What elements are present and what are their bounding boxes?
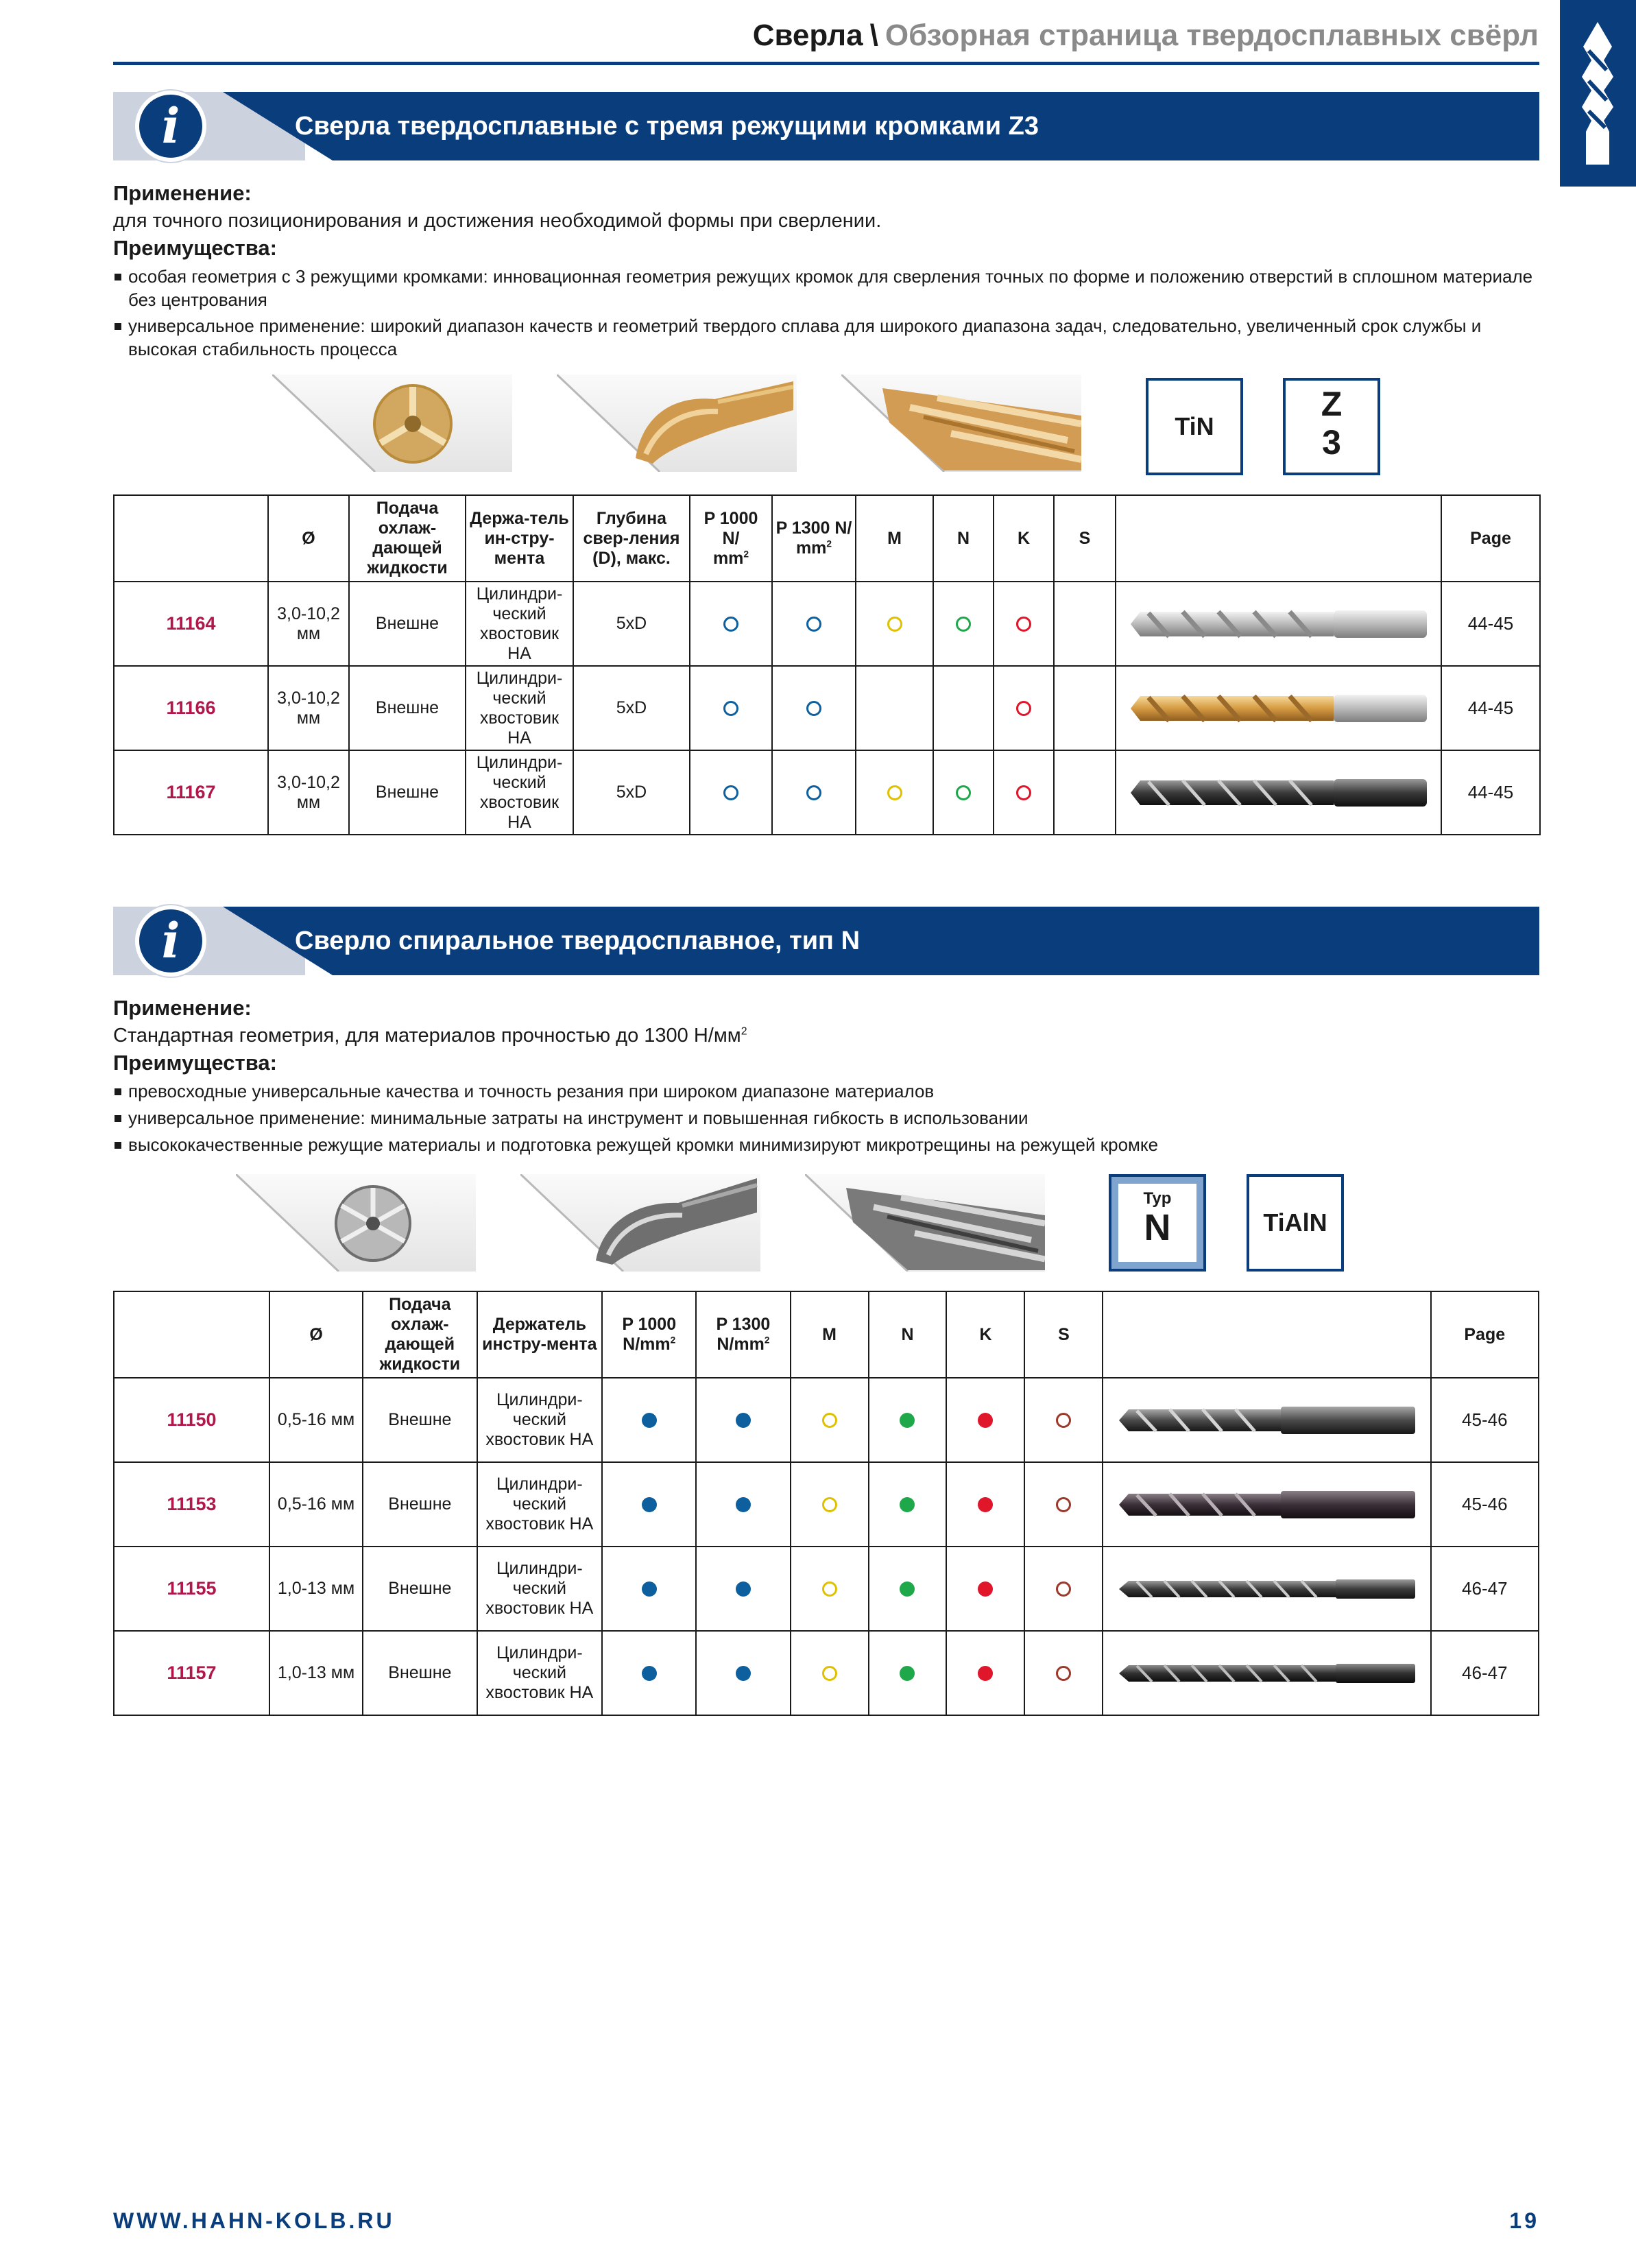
drill-head-image: [520, 1174, 760, 1272]
recommended-filled-marker: [978, 1413, 993, 1428]
recommended-filled-marker: [900, 1666, 915, 1681]
diameter-cell: 1,0-13 мм: [269, 1547, 363, 1631]
suitable-outline-marker: [822, 1413, 837, 1428]
coolant-cell: Внешне: [349, 582, 466, 666]
drill-tip-image: [236, 1174, 476, 1272]
drill-bit-image: [1128, 691, 1430, 726]
table-row: [114, 1547, 1539, 1631]
info-icon: i: [135, 905, 206, 977]
p1000-cell: [602, 1547, 696, 1631]
p1000-cell: [690, 750, 772, 835]
recommended-filled-marker: [642, 1581, 657, 1597]
article-link[interactable]: 11166: [114, 666, 268, 750]
section2-table: [113, 1291, 1539, 1716]
article-link[interactable]: 11150: [114, 1378, 269, 1462]
recommended-filled-marker: [978, 1581, 993, 1597]
table-header-row: [114, 1291, 1539, 1378]
drill-image-cell: [1103, 1462, 1430, 1547]
application-text: Стандартная геометрия, для материалов прочностью до 1300 $Н/мм^2$: [113, 1025, 747, 1047]
depth-cell: 5xD: [573, 750, 690, 835]
m-cell: [791, 1462, 869, 1547]
recommended-filled-marker: [900, 1497, 915, 1512]
article-link[interactable]: 11164: [114, 582, 268, 666]
recommended-filled-marker: [642, 1497, 657, 1512]
holder-cell: Цилиндри-ческий хвостовик HA: [477, 1378, 603, 1462]
table-row: [114, 582, 1540, 666]
article-link[interactable]: 11155: [114, 1547, 269, 1631]
column-header-m: M: [791, 1291, 869, 1378]
m-cell: [791, 1378, 869, 1462]
column-header-m: M: [856, 495, 933, 582]
recommended-filled-marker: [642, 1666, 657, 1681]
recommended-filled-marker: [736, 1497, 751, 1512]
coolant-cell: Внешне: [363, 1547, 477, 1631]
suitable-outline-marker: [1056, 1666, 1071, 1681]
k-cell: [946, 1462, 1024, 1547]
holder-cell: Цилиндри-ческий хвостовик HA: [477, 1631, 603, 1715]
drill-image-cell: [1103, 1631, 1430, 1715]
column-header-coolant: Подача охлаж-дающей жидкости: [349, 495, 466, 582]
column-header-s: S: [1054, 495, 1116, 582]
coolant-cell: Внешне: [363, 1378, 477, 1462]
m-cell: [791, 1631, 869, 1715]
p1300-cell: [696, 1631, 790, 1715]
k-cell: [994, 750, 1054, 835]
n-cell: [933, 582, 994, 666]
article-link[interactable]: 11153: [114, 1462, 269, 1547]
suitable-outline-marker: [1016, 785, 1031, 800]
application-label: Применение:: [113, 996, 252, 1020]
footer-website-link[interactable]: WWW.HAHN-KOLB.RU: [113, 2208, 395, 2233]
depth-cell: 5xD: [573, 582, 690, 666]
depth-cell: 5xD: [573, 666, 690, 750]
suitable-outline-marker: [956, 617, 971, 632]
column-header-p1300: P 1300 $N/mm^2$: [696, 1291, 790, 1378]
drill-image-cell: [1116, 582, 1441, 666]
section2-title: Сверло спиральное твердосплавное, тип N: [295, 927, 861, 955]
p1000-cell: [602, 1462, 696, 1547]
suitable-outline-marker: [956, 785, 971, 800]
drill-flute-image: [841, 374, 1081, 472]
p1300-cell: [696, 1378, 790, 1462]
drill-image-cell: [1103, 1378, 1430, 1462]
p1300-cell: [696, 1547, 790, 1631]
drill-bit-image: [1128, 606, 1430, 642]
suitable-outline-marker: [806, 617, 821, 632]
header-rule: [113, 62, 1539, 65]
column-header-n: N: [869, 1291, 947, 1378]
column-header-image: [1116, 495, 1441, 582]
recommended-filled-marker: [736, 1581, 751, 1597]
badge-z-letter: Z: [1321, 385, 1343, 423]
suitable-outline-marker: [1016, 617, 1031, 632]
list-item: особая геометрия с 3 режущими кромками: инновационная геометрия режущих кромок для сверления точных по форме и положению отверстий в сплошном материале без центрования: [113, 265, 1539, 311]
page-cell[interactable]: 45-46: [1431, 1462, 1539, 1547]
table-row: [114, 750, 1540, 835]
p1000-cell: [602, 1378, 696, 1462]
drill-flute-illustration: [841, 374, 1081, 472]
drill-tip-image: [272, 374, 512, 472]
chapter-tab: [1560, 0, 1636, 187]
s-cell: [1024, 1547, 1103, 1631]
coating-badge-tialn: TiAlN: [1247, 1174, 1344, 1272]
coolant-cell: Внешне: [349, 750, 466, 835]
application-text: для точного позиционирования и достижения необходимой формы при сверлении.: [113, 210, 882, 232]
header-separator: \: [869, 19, 878, 52]
p1300-cell: [772, 750, 856, 835]
recommended-filled-marker: [642, 1413, 657, 1428]
k-cell: [946, 1378, 1024, 1462]
page-number: 19: [1509, 2208, 1539, 2233]
advantages-list: [113, 265, 1539, 361]
drill-bit-image: [1128, 775, 1430, 811]
drill-bit-image: [1116, 1487, 1418, 1523]
column-header-depth: Глубина свер-ления (D), макс.: [573, 495, 690, 582]
p1300-cell: [772, 582, 856, 666]
coolant-cell: Внешне: [349, 666, 466, 750]
holder-cell: Цилиндри-ческий хвостовик HA: [477, 1462, 603, 1547]
column-header-s: S: [1024, 1291, 1103, 1378]
column-header-p1000: P 1000 $N/mm^2$: [602, 1291, 696, 1378]
section2-banner: [113, 907, 1539, 975]
drill-head-image: [557, 374, 797, 472]
section1-table: [113, 494, 1541, 835]
n-cell: [869, 1462, 947, 1547]
suitable-outline-marker: [723, 701, 738, 716]
advantages-label: Преимущества:: [113, 1051, 277, 1075]
column-header-n: N: [933, 495, 994, 582]
drill-head-illustration: [557, 374, 797, 472]
k-cell: [946, 1547, 1024, 1631]
m-cell: [856, 666, 933, 750]
m-cell: [856, 750, 933, 835]
p1300-cell: [696, 1462, 790, 1547]
s-cell: [1024, 1378, 1103, 1462]
info-icon: i: [135, 91, 206, 162]
suitable-outline-marker: [887, 617, 902, 632]
recommended-filled-marker: [736, 1666, 751, 1681]
k-cell: [994, 582, 1054, 666]
drill-tip-illustration: [236, 1174, 476, 1272]
suitable-outline-marker: [822, 1497, 837, 1512]
section2-intro: [113, 994, 1539, 1156]
n-cell: [933, 666, 994, 750]
recommended-filled-marker: [900, 1581, 915, 1597]
holder-cell: Цилиндри-ческий хвостовик HA: [466, 750, 573, 835]
holder-cell: Цилиндри-ческий хвостовик HA: [477, 1547, 603, 1631]
diameter-cell: 0,5-16 мм: [269, 1462, 363, 1547]
drill-head-illustration: [520, 1174, 760, 1272]
suitable-outline-marker: [1016, 701, 1031, 716]
coolant-cell: Внешне: [363, 1631, 477, 1715]
suitable-outline-marker: [723, 785, 738, 800]
m-cell: [791, 1547, 869, 1631]
cutting-edges-badge: [1283, 378, 1380, 475]
drill-bit-icon: [1574, 19, 1622, 170]
n-cell: [869, 1547, 947, 1631]
drill-flute-image: [805, 1174, 1045, 1272]
coating-badge-tin: TiN: [1146, 378, 1243, 475]
column-header-image: [1103, 1291, 1430, 1378]
holder-cell: Цилиндри-ческий хвостовик HA: [466, 666, 573, 750]
page-cell[interactable]: 45-46: [1431, 1378, 1539, 1462]
n-cell: [869, 1378, 947, 1462]
badge-z-number: 3: [1322, 423, 1341, 462]
column-header-diameter: Ø: [269, 1291, 363, 1378]
coolant-cell: Внешне: [363, 1462, 477, 1547]
drill-image-cell: [1116, 666, 1441, 750]
recommended-filled-marker: [900, 1413, 915, 1428]
table-row: [114, 1631, 1539, 1715]
column-header-holder: Держа-тель ин-стру-мента: [466, 495, 573, 582]
suitable-outline-marker: [723, 617, 738, 632]
suitable-outline-marker: [887, 785, 902, 800]
suitable-outline-marker: [1056, 1413, 1071, 1428]
p1300-cell: [772, 666, 856, 750]
drill-bit-image: [1116, 1575, 1418, 1603]
drill-image-cell: [1116, 750, 1441, 835]
suitable-outline-marker: [1056, 1581, 1071, 1597]
table-row: [114, 666, 1540, 750]
s-cell: [1054, 582, 1116, 666]
advantages-list: [113, 1079, 1539, 1156]
recommended-filled-marker: [736, 1413, 751, 1428]
header-category: Сверла: [752, 19, 863, 52]
p1000-cell: [602, 1631, 696, 1715]
column-header-p1300: P 1300 N/ $mm^2$: [772, 495, 856, 582]
n-cell: [869, 1631, 947, 1715]
page-cell[interactable]: 44-45: [1441, 666, 1540, 750]
diameter-cell: 1,0-13 мм: [269, 1631, 363, 1715]
application-label: Применение:: [113, 181, 252, 205]
column-header-article: [114, 495, 268, 582]
suitable-outline-marker: [806, 785, 821, 800]
column-header-holder: Держатель инстру-мента: [477, 1291, 603, 1378]
s-cell: [1054, 750, 1116, 835]
diameter-cell: 3,0-10,2 мм: [268, 582, 349, 666]
s-cell: [1024, 1462, 1103, 1547]
section1-banner: [113, 92, 1539, 160]
holder-cell: Цилиндри-ческий хвостовик HA: [466, 582, 573, 666]
n-cell: [933, 750, 994, 835]
k-cell: [994, 666, 1054, 750]
m-cell: [856, 582, 933, 666]
column-header-diameter: Ø: [268, 495, 349, 582]
section1-title: Сверла твердосплавные с тремя режущими кромками Z3: [295, 112, 1039, 141]
drill-bit-image: [1116, 1402, 1418, 1438]
list-item: превосходные универсальные качества и точность резания при широком диапазоне материалов: [113, 1079, 1539, 1103]
article-link[interactable]: 11157: [114, 1631, 269, 1715]
k-cell: [946, 1631, 1024, 1715]
list-item: универсальное применение: минимальные затраты на инструмент и повышенная гибкость в использовании: [113, 1106, 1539, 1130]
column-header-coolant: Подача охлаж-дающей жидкости: [363, 1291, 477, 1378]
p1000-cell: [690, 666, 772, 750]
drill-flute-illustration: [805, 1174, 1045, 1272]
p1000-cell: [690, 582, 772, 666]
page-cell[interactable]: 44-45: [1441, 582, 1540, 666]
type-badge-letter: N: [1144, 1207, 1171, 1248]
drill-bit-image: [1116, 1660, 1418, 1687]
column-header-k: K: [946, 1291, 1024, 1378]
suitable-outline-marker: [822, 1581, 837, 1597]
suitable-outline-marker: [1056, 1497, 1071, 1512]
drill-tip-illustration: [272, 374, 512, 472]
page-cell[interactable]: 46-47: [1431, 1547, 1539, 1631]
diameter-cell: 3,0-10,2 мм: [268, 750, 349, 835]
recommended-filled-marker: [978, 1666, 993, 1681]
header-subtitle: Обзорная страница твердосплавных свёрл: [885, 19, 1539, 52]
page-header-title: [110, 14, 1539, 58]
type-badge: [1109, 1174, 1206, 1272]
table-row: [114, 1462, 1539, 1547]
table-row: [114, 1378, 1539, 1462]
s-cell: [1024, 1631, 1103, 1715]
column-header-page: Page: [1441, 495, 1540, 582]
suitable-outline-marker: [822, 1666, 837, 1681]
page-cell[interactable]: 46-47: [1431, 1631, 1539, 1715]
column-header-k: K: [994, 495, 1054, 582]
list-item: высококачественные режущие материалы и подготовка режущей кромки минимизируют микротрещины на режущей кромке: [113, 1133, 1539, 1156]
diameter-cell: 3,0-10,2 мм: [268, 666, 349, 750]
column-header-page: Page: [1431, 1291, 1539, 1378]
suitable-outline-marker: [806, 701, 821, 716]
section1-intro: [113, 180, 1539, 361]
advantages-label: Преимущества:: [113, 236, 277, 260]
list-item: универсальное применение: широкий диапазон качеств и геометрий твердого сплава для широкого диапазона задач, следовательно, увеличенный срок службы и высокая стабильность процесса: [113, 314, 1539, 361]
diameter-cell: 0,5-16 мм: [269, 1378, 363, 1462]
type-badge-label: Typ: [1143, 1189, 1172, 1208]
s-cell: [1054, 666, 1116, 750]
column-header-p1000: P 1000 N/ $mm^2$: [690, 495, 772, 582]
table-header-row: [114, 495, 1540, 582]
column-header-article: [114, 1291, 269, 1378]
drill-image-cell: [1103, 1547, 1430, 1631]
page-cell[interactable]: 44-45: [1441, 750, 1540, 835]
recommended-filled-marker: [978, 1497, 993, 1512]
article-link[interactable]: 11167: [114, 750, 268, 835]
